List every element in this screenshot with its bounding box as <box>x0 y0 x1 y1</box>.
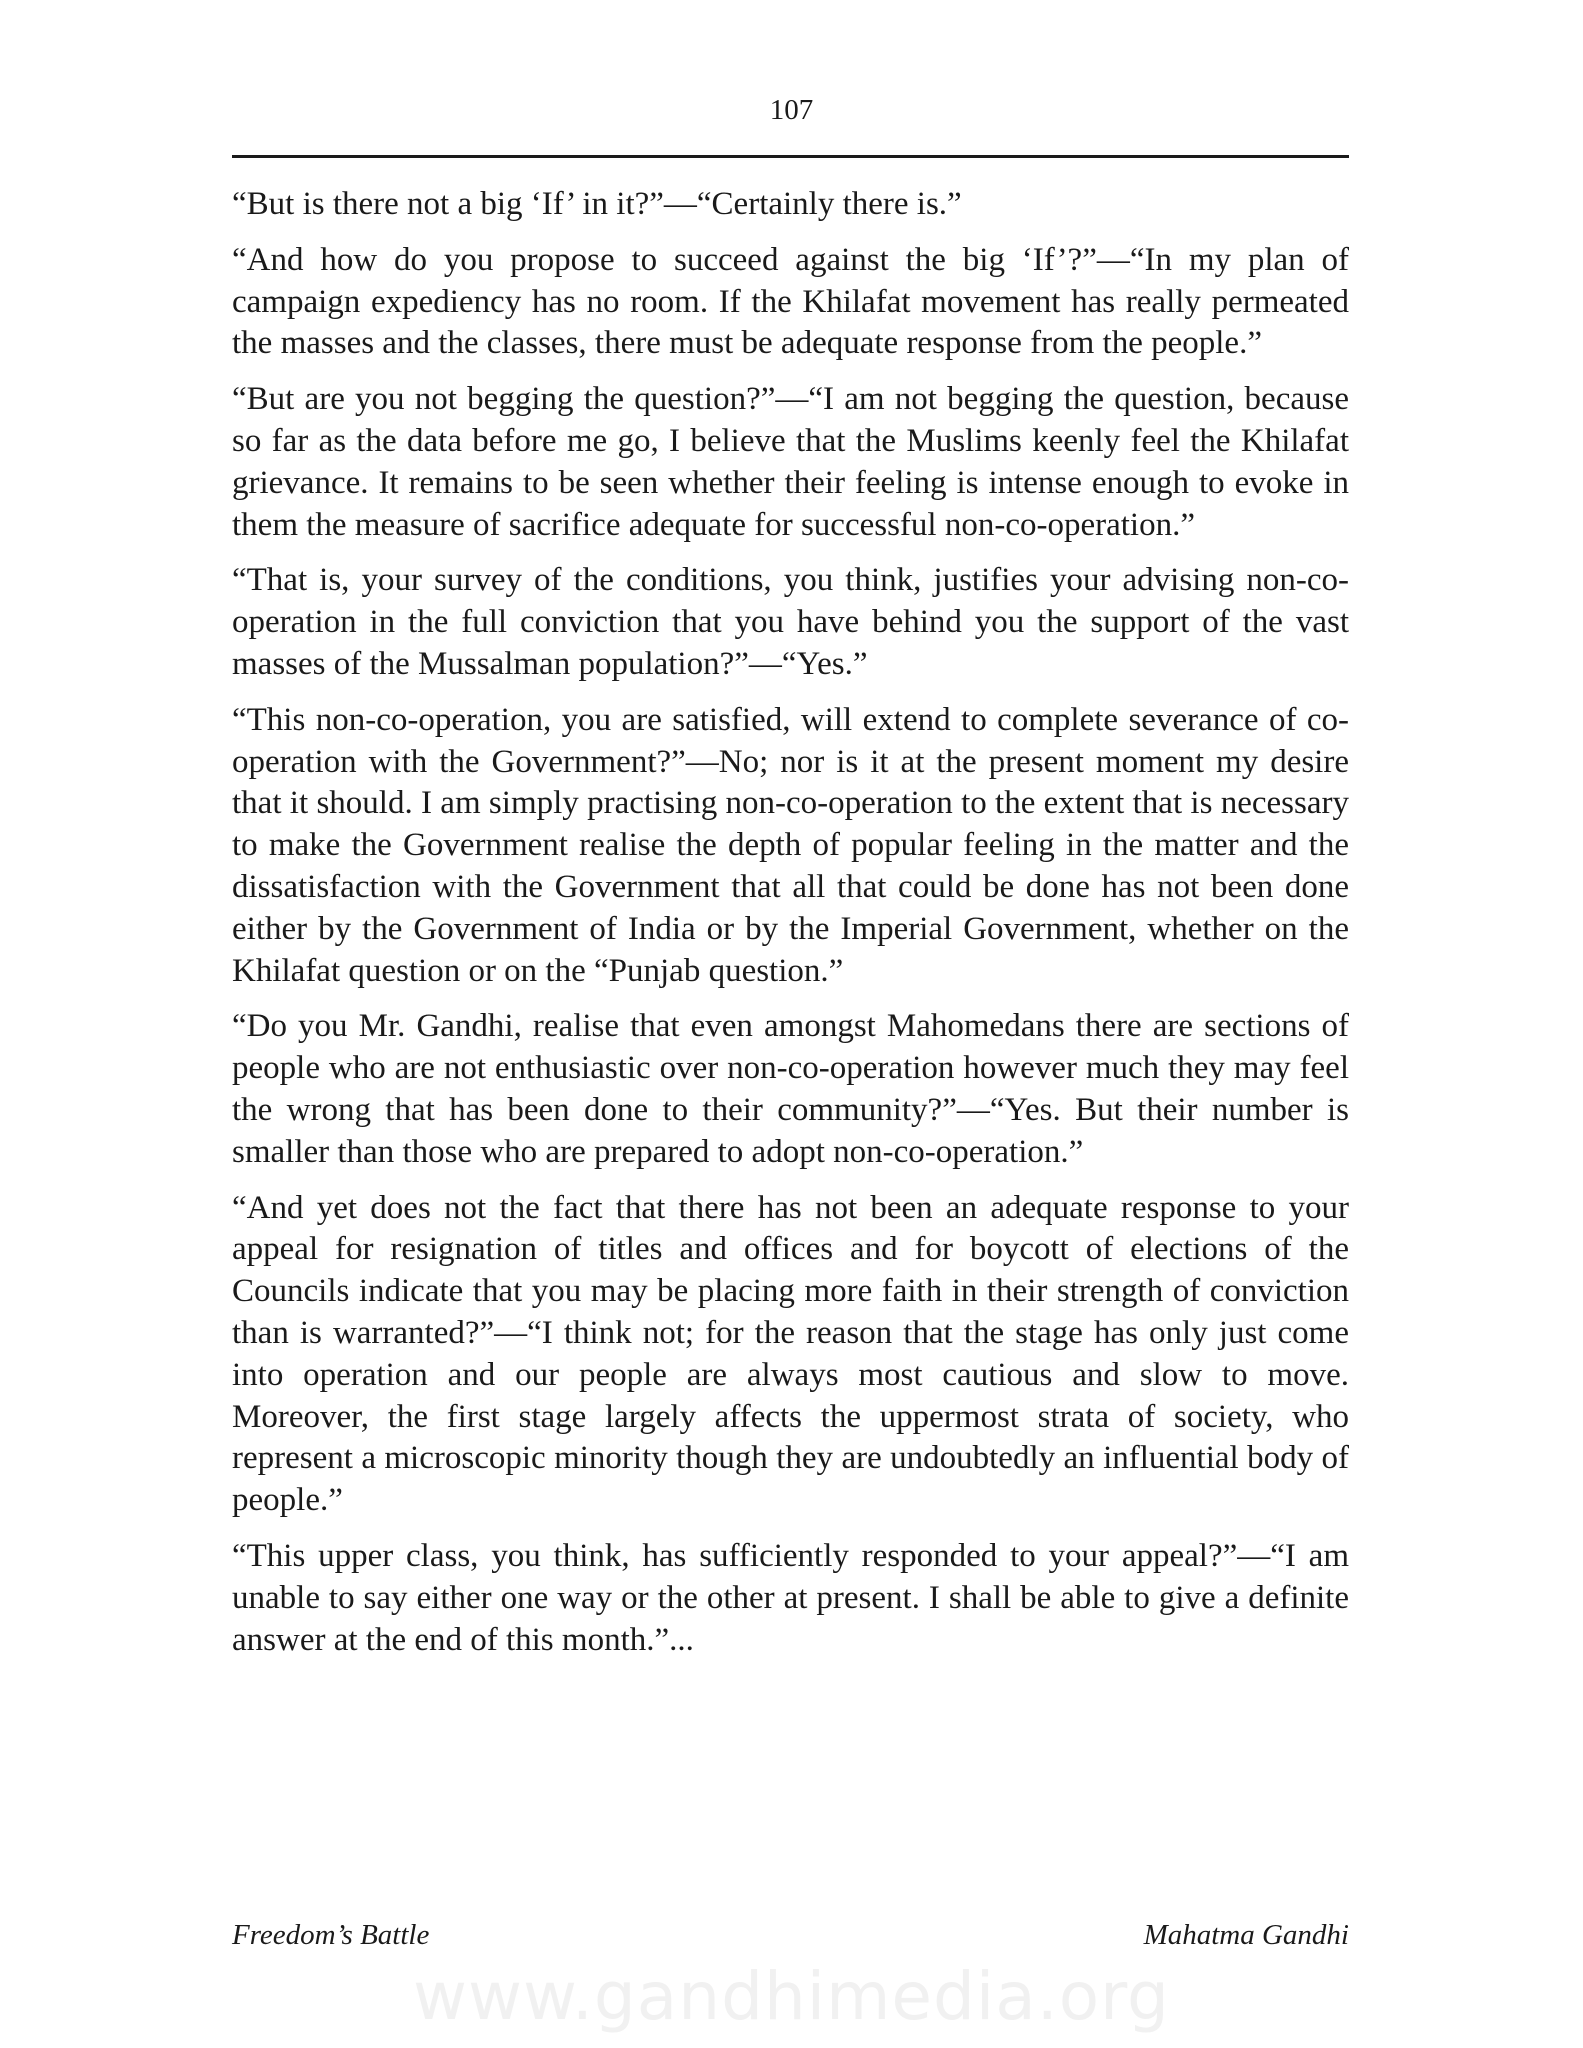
paragraph-8: “This upper class, you think, has sufficiently responded to your appeal?”—“I am unable to say either one way or the other at present. I shall be able to give a definite answer at the end of this month.”... <box>232 1537 1349 1658</box>
paragraph-1: “But is there not a big ‘If’ in it?”—“Certainly there is.” <box>232 186 962 222</box>
footer-book-title: Freedom’s Battle <box>232 1919 430 1951</box>
paragraph-7: “And yet does not the fact that there has not been an adequate response to your appeal for resignation of titles and offices and for boycott of elections of the Councils indicate that you may be placing more faith in their strength of conviction than is warranted?”—“I think not; for the reason that the stage has only just come into operation and our people are always most cautious and slow to move. Moreover, the first stage largely affects the uppermost strata of society, who represent a microscopic minority though they are undoubtedly an influential body of people.” <box>232 1189 1349 1519</box>
paragraph-4: “That is, your survey of the conditions, you think, justifies your advising non-co-operation in the full conviction that you have behind you the support of the vast masses of the Mussalman population?”—“Yes.” <box>232 562 1349 682</box>
watermark: www.gandhimedia.org <box>413 1958 1170 2035</box>
page-number: 107 <box>769 94 814 126</box>
body-text <box>232 184 1349 1675</box>
paragraph-6: “Do you Mr. Gandhi, realise that even amongst Mahomedans there are sections of people who are not enthusiastic over non-co-operation however much they may feel the wrong that has been done to their community?”—“Yes. But their number is smaller than those who are prepared to adopt non-co-operation.” <box>232 1008 1349 1170</box>
header-rule <box>232 155 1349 158</box>
paragraph-3: “But are you not begging the question?”—“I am not begging the question, because so far as the data before me go, I believe that the Muslims keenly feel the Khilafat grievance. It remains to be seen whether their feeling is intense enough to evoke in them the measure of sacrifice adequate for successful non-co-operation.” <box>232 381 1349 543</box>
paragraph-2: “And how do you propose to succeed against the big ‘If’?”—“In my plan of campaign expediency has no room. If the Khilafat movement has really permeated the masses and the classes, there must be adequate response from the people.” <box>232 241 1349 362</box>
footer-author: Mahatma Gandhi <box>1143 1919 1349 1951</box>
paragraph-5: “This non-co-operation, you are satisfied, will extend to complete severance of co-operation with the Government?”—No; nor is it at the present moment my desire that it should. I am simply practising non-co-operation to the extent that is necessary to make the Government realise the depth of popular feeling in the matter and the dissatisfaction with the Government that all that could be done has not been done either by the Government of India or by the Imperial Government, whether on the Khilafat question or on the “Punjab question.” <box>232 701 1349 989</box>
